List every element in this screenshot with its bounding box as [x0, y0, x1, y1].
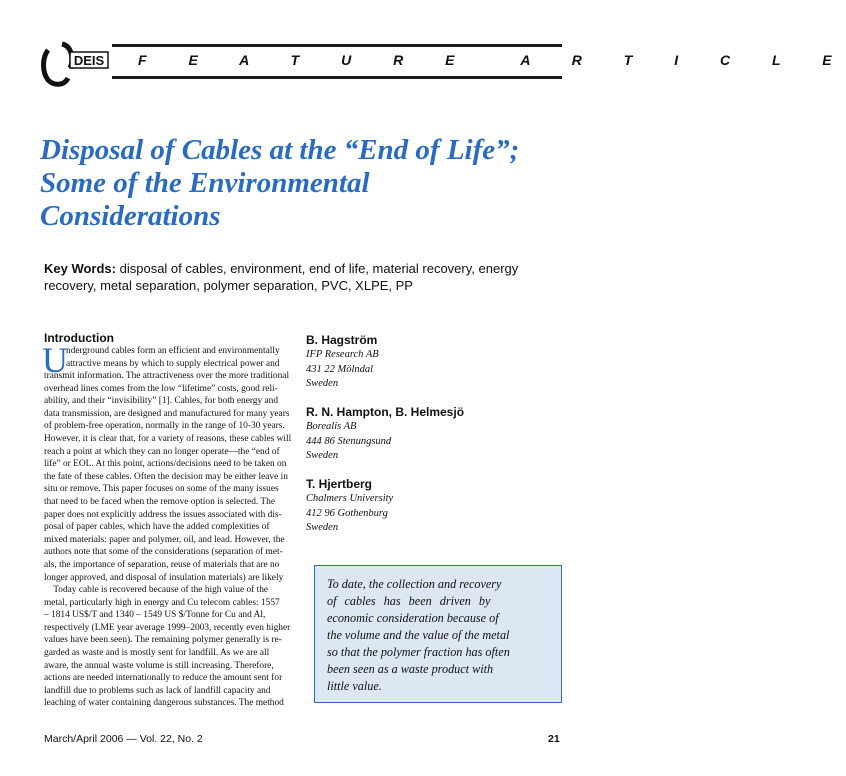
author-block — [306, 477, 566, 536]
pull-quote-line: been seen as a waste product with — [327, 662, 494, 676]
page-number: 21 — [548, 733, 560, 745]
body-line: data transmission, are designed and manufactured for many years — [44, 408, 290, 419]
intro-paragraph-1 — [44, 370, 296, 584]
body-line: als, the importance of separation, reuse of materials that are no — [44, 559, 280, 570]
title-line: Disposal of Cables at the “End of Life”; — [40, 134, 520, 166]
author-name: R. N. Hampton, B. Helmesjö — [306, 405, 465, 419]
body-line: authors note that some of the considerations (separation of met- — [44, 547, 283, 558]
body-line: attractive means by which to supply electrical power and — [66, 358, 280, 369]
author-address: 412 96 Gothenburg — [306, 507, 388, 519]
pull-quote-line: of cables has been driven by — [327, 594, 491, 608]
feature-article-label — [138, 52, 846, 72]
feature-word: F E A T U R E — [138, 52, 469, 68]
body-line: leaching of water containing dangerous substances. The method — [44, 698, 284, 709]
logo-text: DEIS — [73, 53, 105, 68]
pull-quote-line: economic consideration because of — [327, 611, 499, 625]
deis-logo — [40, 40, 110, 92]
author-address: 431 22 Mölndal — [306, 363, 374, 375]
body-line: of problem-free operation, normally in the range of 10-30 years. — [44, 421, 285, 432]
body-line: However, it is clear that, for a variety of reasons, these cables will — [44, 433, 292, 444]
pull-quote-line: little value. — [327, 679, 382, 693]
body-line: garded as waste and is mostly sent for landfill. As we are all — [44, 647, 270, 658]
body-line: longer approved, and disposal of insulation materials) are likely — [44, 572, 284, 583]
pull-quote-line: To date, the collection and recovery — [327, 577, 502, 591]
author-name: B. Hagström — [306, 333, 378, 347]
body-line: paper does not explicitly address the issues associated with dis- — [44, 509, 282, 520]
intro-paragraph-2 — [44, 584, 296, 710]
body-line: – 1814 US$/T and 1340 – 1549 US $/Tonne for Cu and Al, — [44, 610, 266, 621]
body-line: respectively (LME year average 1999–2003, recently even higher — [44, 622, 291, 633]
intro-paragraph-opening — [66, 345, 296, 370]
article-title — [40, 134, 570, 233]
body-line: the fate of these cables. Often the decision may be either leave in — [44, 471, 288, 482]
body-line: situ or remove. This paper focuses on some of the many issues — [44, 484, 279, 495]
body-line: overhead lines comes from the low “lifetime” costs, good reli- — [44, 383, 278, 394]
body-line: ability, and their “invisibility” [1]. Cables, for both energy and — [44, 396, 279, 407]
author-country: Sweden — [306, 450, 339, 461]
author-country: Sweden — [306, 378, 339, 389]
key-words-label: Key Words: — [44, 261, 116, 276]
pull-quote — [314, 565, 562, 703]
author-block — [306, 333, 566, 392]
body-line: actions are needed internationally to reduce the amount sent for — [44, 673, 283, 684]
header-rule-top — [112, 44, 562, 47]
author-affiliation: Chalmers University — [306, 493, 394, 504]
key-words — [44, 260, 564, 294]
author-name: T. Hjertberg — [306, 477, 373, 491]
introduction-heading: Introduction — [44, 331, 114, 345]
title-line: Some of the Environmental — [40, 167, 370, 199]
author-country: Sweden — [306, 522, 339, 533]
body-line: aware, the annual waste volume is still increasing. Therefore, — [44, 660, 274, 671]
body-line: life” or EOL. At this point, actions/decisions need to be taken on — [44, 459, 287, 470]
issue-info: March/April 2006 — Vol. 22, No. 2 — [44, 733, 203, 745]
key-words-text: disposal of cables, environment, end of life, material recovery, energy recovery, metal separation, polymer separation, PVC, XLPE, PP — [44, 261, 519, 293]
body-line: landfill due to problems such as lack of landfill capacity and — [44, 685, 271, 696]
pull-quote-line: the volume and the value of the metal — [327, 628, 510, 642]
body-line: posal of paper cables, which have the added complexities of — [44, 522, 270, 533]
pull-quote-line: so that the polymer fraction has often — [327, 645, 510, 659]
body-line: metal, particularly high in energy and Cu telecom cables: 1557 — [44, 597, 280, 608]
body-line: that need to be faced when the remove option is selected. The — [44, 496, 275, 507]
author-affiliation: IFP Research AB — [306, 349, 379, 360]
header-rule-bottom — [112, 76, 562, 79]
body-line: Today cable is recovered because of the high value of the — [44, 585, 269, 595]
body-line: values have been seen). The remaining polymer generally is re- — [44, 635, 282, 646]
body-line: nderground cables form an efficient and environmentally — [66, 346, 280, 356]
author-affiliation: Borealis AB — [306, 421, 357, 432]
title-line: Considerations — [40, 200, 221, 232]
drop-cap: U — [42, 340, 68, 380]
author-address: 444 86 Stenungsund — [306, 435, 392, 447]
author-block — [306, 405, 566, 464]
body-line: reach a point at which they can no longer operate—the “end of — [44, 446, 280, 457]
body-line: transmit information. The attractiveness over the more traditional — [44, 371, 290, 381]
article-word: A R T I C L E — [520, 52, 846, 68]
body-line: mixed materials: paper and polymer, oil, and lead. However, the — [44, 534, 285, 545]
